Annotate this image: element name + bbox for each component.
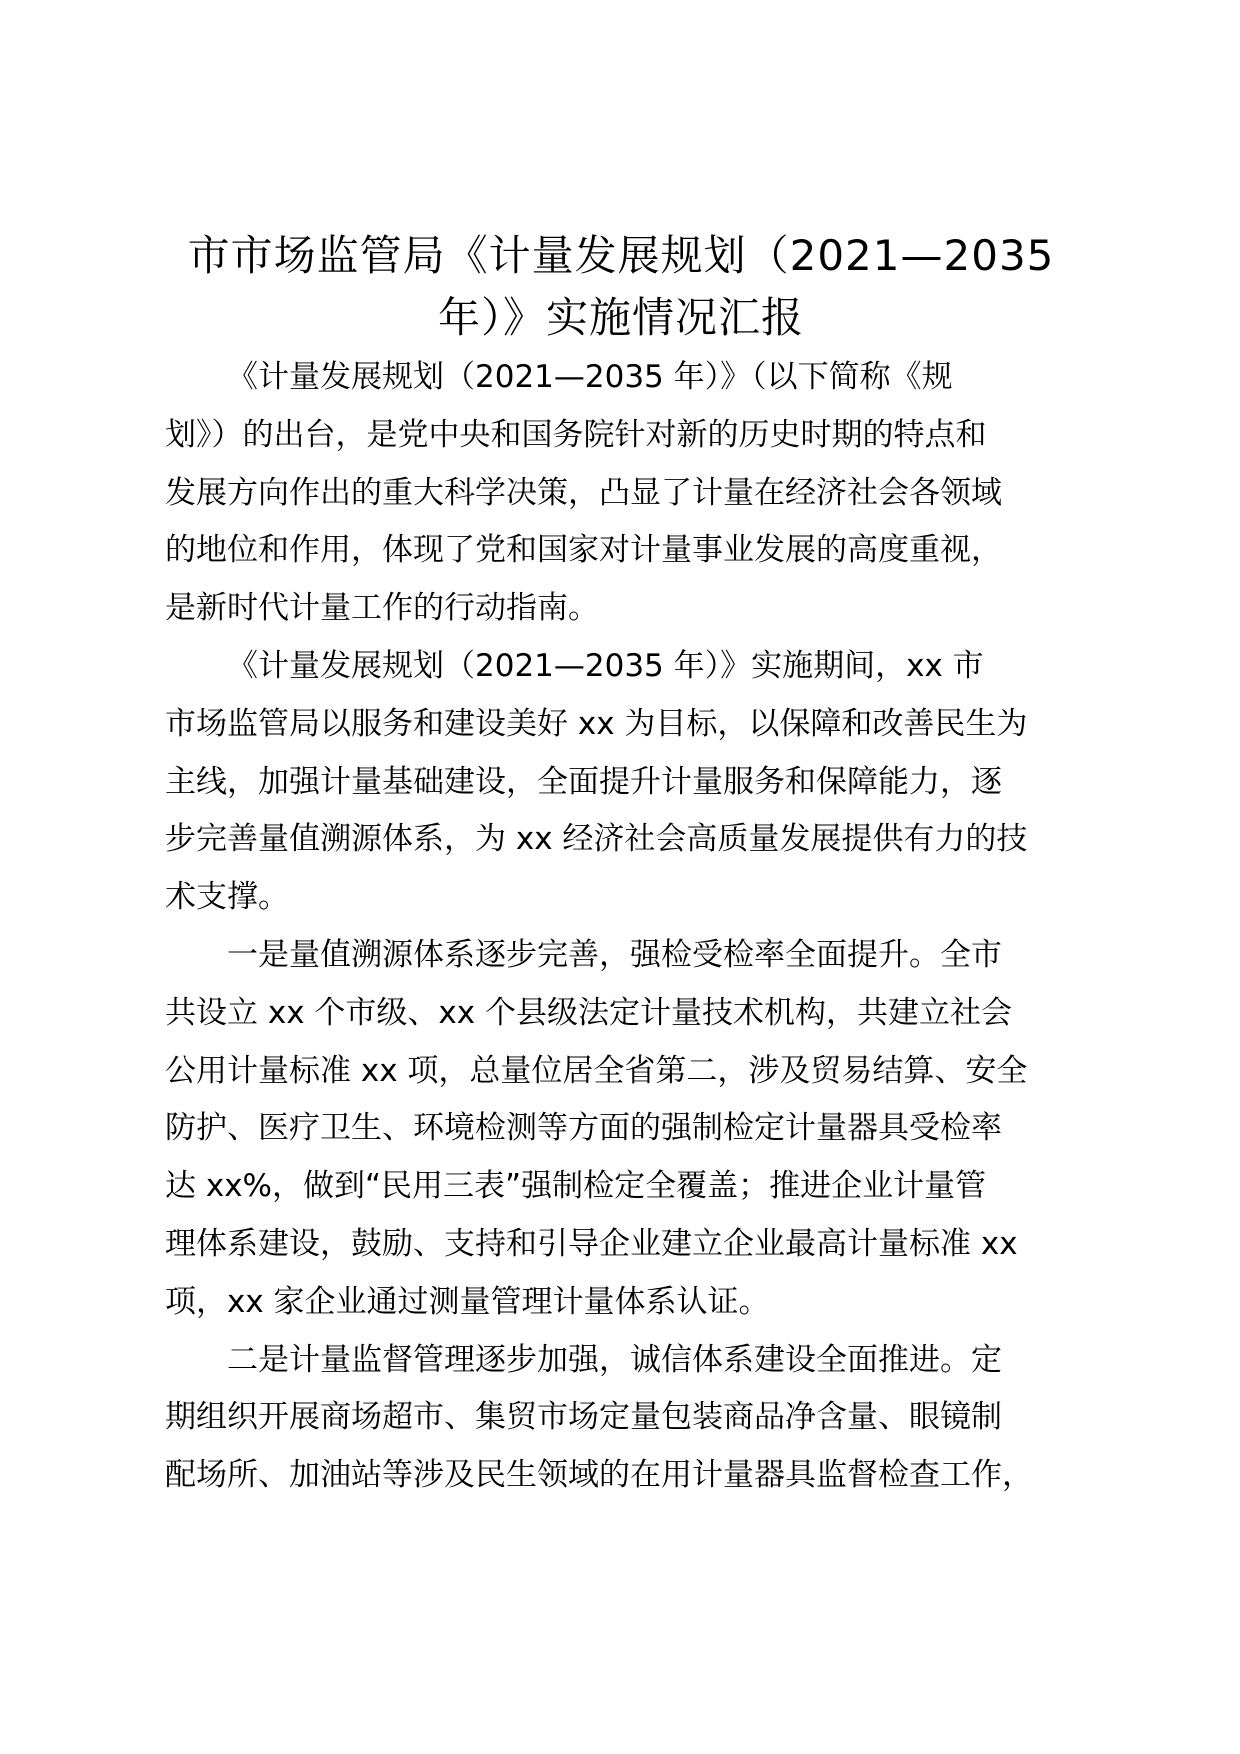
paragraph-line: 主线，加强计量基础建设，全面提升计量服务和保障能力，逐 <box>165 763 1002 800</box>
paragraph-intro <box>165 349 1077 638</box>
paragraph-point-one <box>165 927 1077 1332</box>
paragraph-line: 的地位和作用，体现了党和国家对计量事业发展的高度重视， <box>165 532 1002 569</box>
paragraph-line: 市场监管局以服务和建设美好 xx 为目标，以保障和改善民生为 <box>165 705 1028 742</box>
document-title <box>165 225 1077 349</box>
paragraph-line: 发展方向作出的重大科学决策，凸显了计量在经济社会各领域 <box>165 474 1002 511</box>
title-line: 年）》实施情况汇报 <box>437 293 804 342</box>
paragraph-line: 《计量发展规划（2021—2035 年）》实施期间，xx 市 <box>227 647 984 684</box>
paragraph-line: 理体系建设，鼓励、支持和引导企业建立企业最高计量标准 xx <box>165 1225 1018 1262</box>
document-page <box>165 225 1077 1505</box>
title-line: 市市场监管局《计量发展规划（2021—2035 <box>187 231 1055 280</box>
paragraph-line: 是新时代计量工作的行动指南。 <box>165 590 599 627</box>
paragraph-line: 达 xx%，做到“民用三表”强制检定全覆盖；推进企业计量管 <box>165 1168 987 1205</box>
paragraph-line: 公用计量标准 xx 项，总量位居全省第二，涉及贸易结算、安全 <box>165 1052 1028 1089</box>
paragraph-line: 防护、医疗卫生、环境检测等方面的强制检定计量器具受检率 <box>165 1110 1002 1147</box>
paragraph-line: 步完善量值溯源体系，为 xx 经济社会高质量发展提供有力的技 <box>165 821 1028 858</box>
paragraph-line: 二是计量监督管理逐步加强，诚信体系建设全面推进。定 <box>227 1341 1002 1378</box>
paragraph-line: 配场所、加油站等涉及民生领域的在用计量器具监督检查工作， <box>165 1457 1033 1494</box>
paragraph-line: 期组织开展商场超市、集贸市场定量包装商品净含量、眼镜制 <box>165 1399 1002 1436</box>
paragraph-line: 共设立 xx 个市级、xx 个县级法定计量技术机构，共建立社会 <box>165 994 1012 1031</box>
paragraph-line: 术支撑。 <box>165 879 289 916</box>
paragraph-line: 项，xx 家企业通过测量管理计量体系认证。 <box>165 1283 770 1320</box>
paragraph-line: 《计量发展规划（2021—2035 年）》（以下简称《规 <box>227 359 953 395</box>
paragraph-line: 一是量值溯源体系逐步完善，强检受检率全面提升。全市 <box>227 936 1002 973</box>
paragraph-line: 划》）的出台，是党中央和国务院针对新的历史时期的特点和 <box>165 416 987 453</box>
paragraph-implementation <box>165 638 1077 927</box>
paragraph-point-two <box>165 1332 1077 1505</box>
